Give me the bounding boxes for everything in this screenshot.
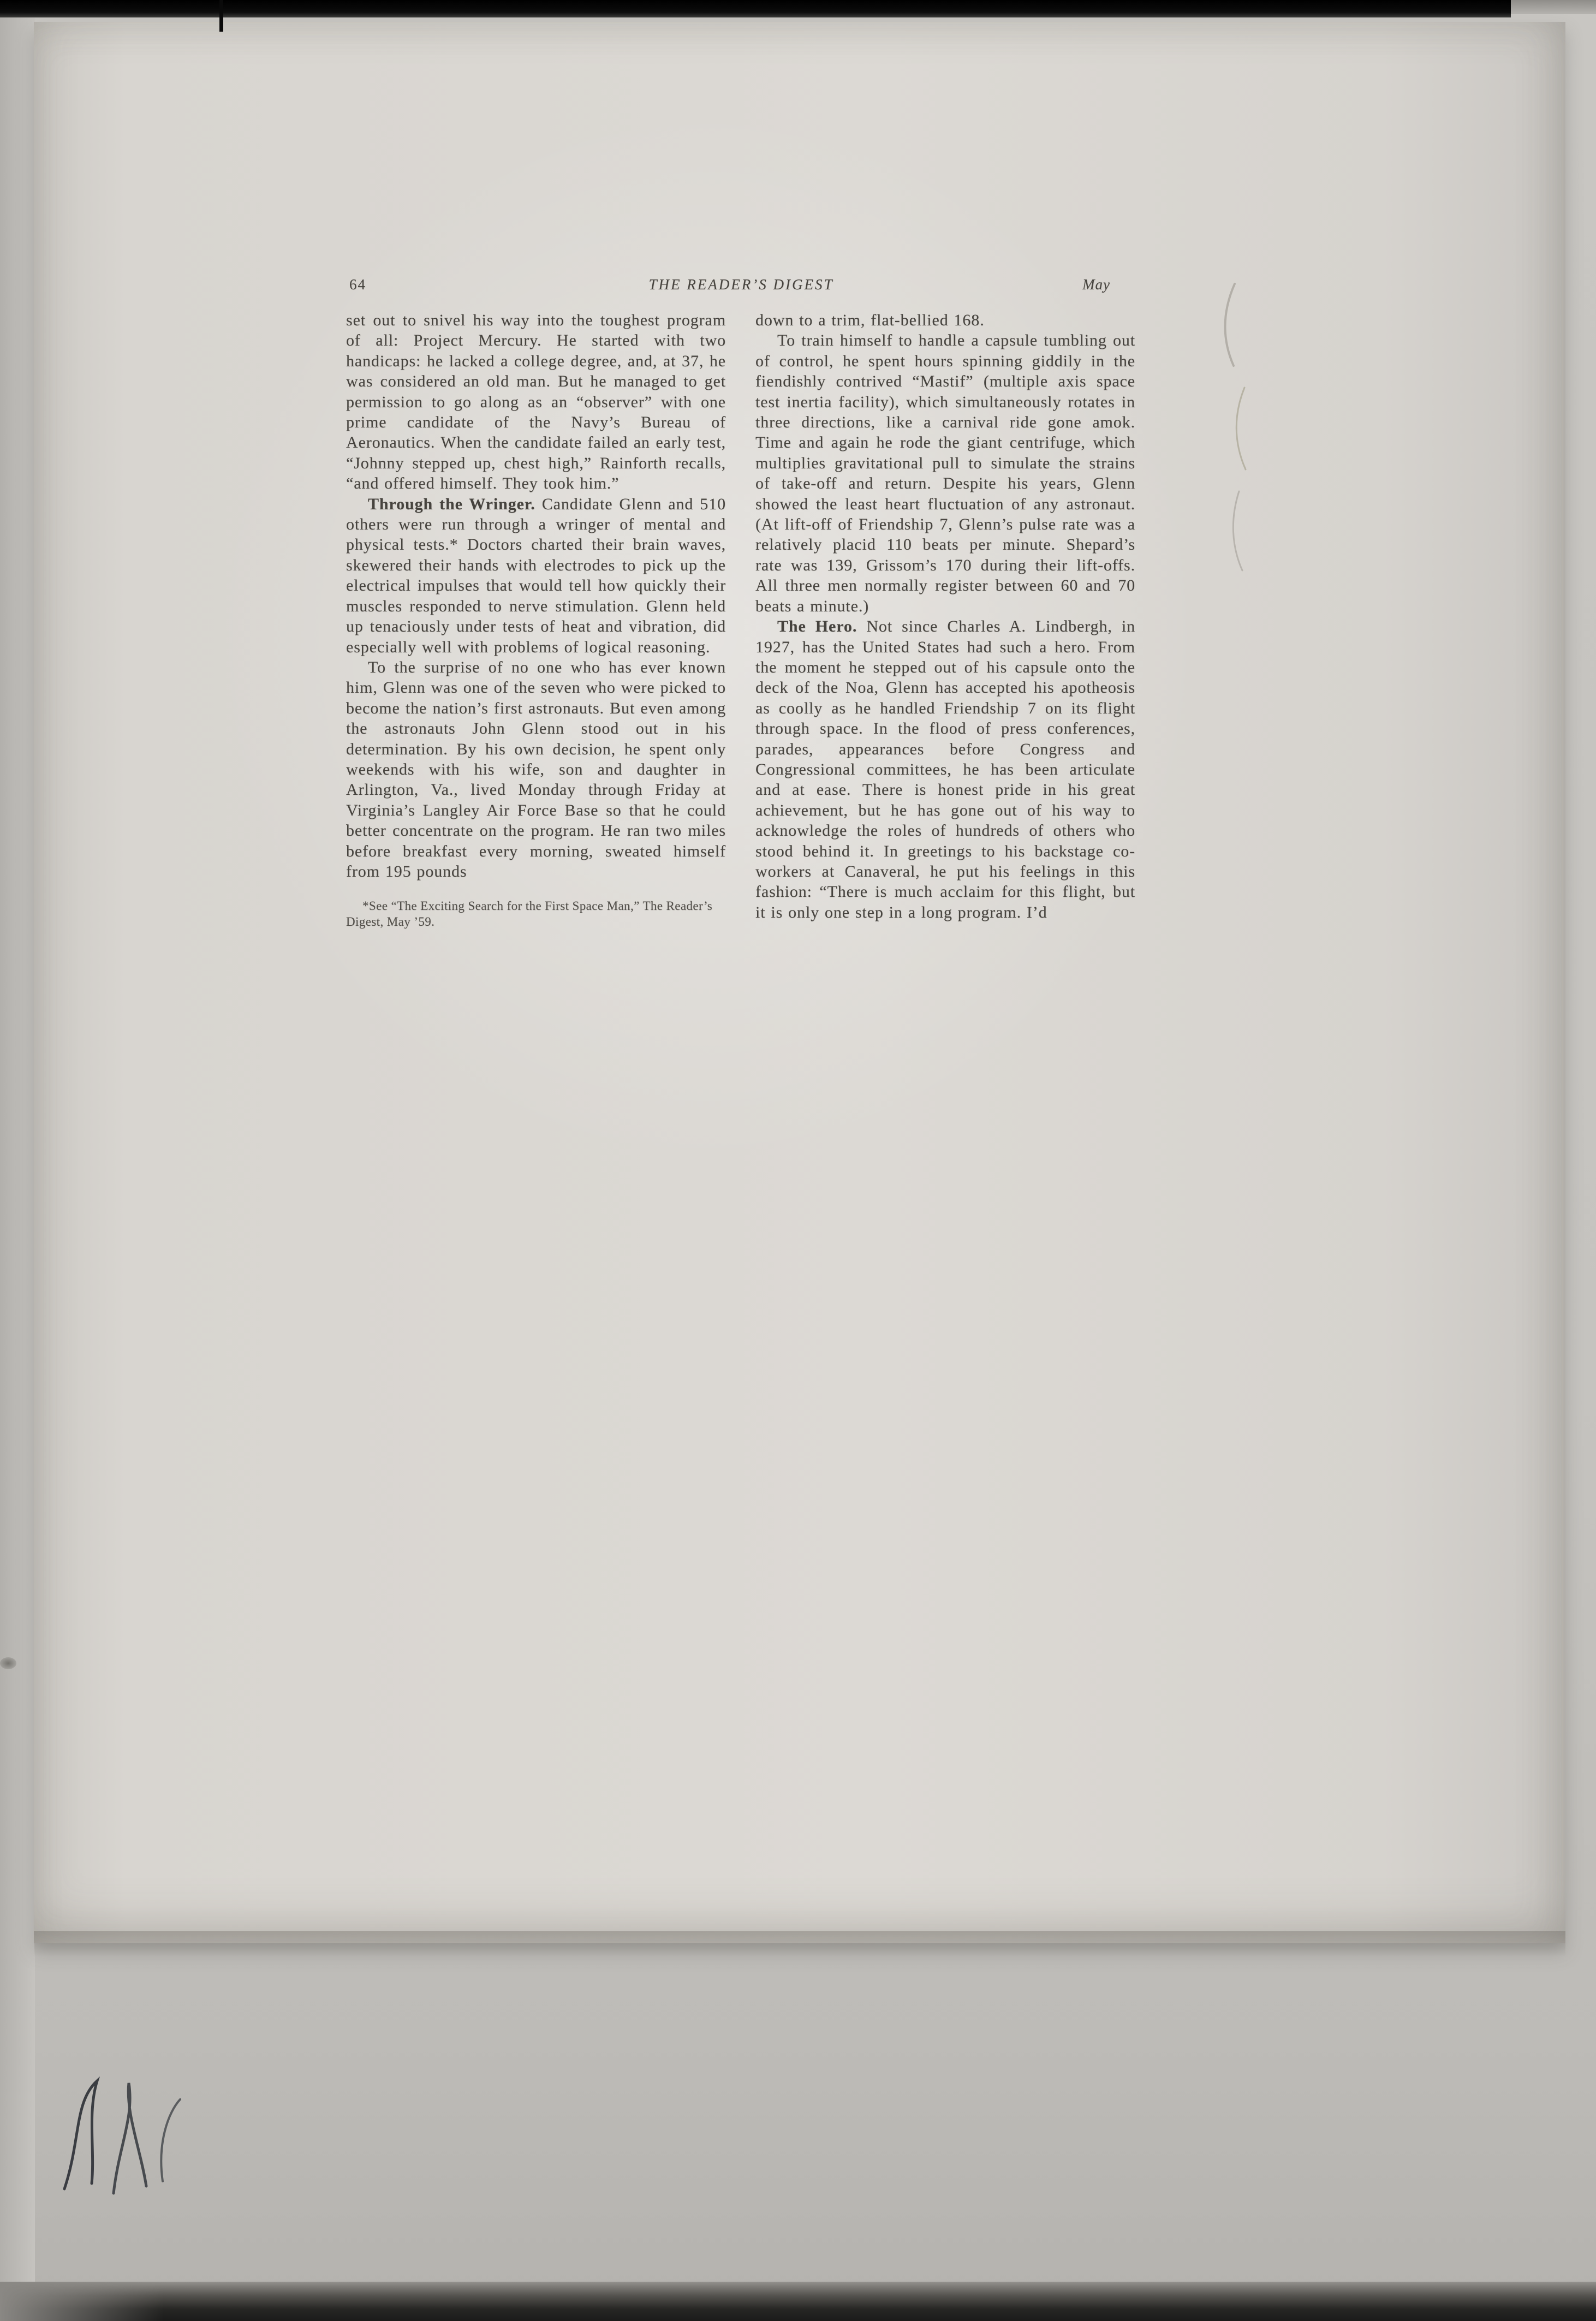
paragraph-body: Candidate Glenn and 510 others were run through a wringer of mental and physical tests.* Doctors charted their brain waves, skewered their hands with electrodes to pick up the electrical impulses that would tell how quickly their muscles responded to nerve stimulation. Glenn held up tenaciously under tests of heat and vibration, did especially well with problems of logical reasoning. bbox=[346, 495, 726, 656]
two-column-layout bbox=[346, 310, 1136, 930]
paragraph-body: Not since Charles A. Lindbergh, in 1927, has the United States had such a hero. From the moment he stepped out of his capsule onto the deck of the Noa, Glenn has accepted his apotheosis as coolly as he handled Friendship 7 on its flight through space. In the flood of press conferences, parades, appearances before Congress and Congressional committees, he has been articulate and at ease. There is honest pride in his great achievement, but he has gone out of his way to acknowledge the roles of hundreds of others who stood behind it. In greetings to his backstage co-workers at Canaveral, he put his feelings in this fashion: “There is much acclaim for this flight, but it is only one step in a long program. I’d bbox=[755, 617, 1135, 921]
pen-scribble-marks bbox=[49, 2047, 224, 2205]
paragraph-continuation: down to a trim, flat-bellied 168. bbox=[755, 311, 985, 329]
runin-heading: The Hero. bbox=[777, 617, 857, 636]
scan-bottom-edge bbox=[0, 2282, 1596, 2321]
issue-month: May bbox=[1082, 276, 1110, 293]
paragraph-through-the-wringer bbox=[346, 494, 726, 657]
printed-text-block bbox=[346, 274, 1136, 930]
paragraph-continuation: set out to snivel his way into the toughest program of all: Project Mercury. He started with two handicaps: he lacked a college degree, and, at 37, he was considered an old man. But he managed to get permission to go along as an “observer” with one prime candidate of the Navy’s Bureau of Aeronautics. When the candidate failed an early test, “Johnny stepped up, chest high,” Rainforth recalls, “and offered himself. They took him.” bbox=[346, 311, 726, 493]
scan-top-right-gap bbox=[1511, 0, 1596, 14]
page-number: 64 bbox=[349, 276, 366, 293]
scan-left-edge-shade bbox=[0, 17, 35, 2283]
running-head bbox=[346, 274, 1136, 297]
scan-top-edge bbox=[0, 0, 1511, 17]
footnote-reference: *See “The Exciting Search for the First Space Man,” The Reader’s Digest, May ’59. bbox=[346, 899, 713, 929]
paragraph-the-hero bbox=[755, 616, 1135, 923]
magazine-paper-sheet bbox=[34, 22, 1565, 1943]
paragraph-astronaut-selection: To the surprise of no one who has ever known him, Glenn was one of the seven who were picked to become the nation’s first astronauts. But even among the astronauts John Glenn stood out in his determination. By his own decision, he spent only weekends with his wife, son and daughter in Arlington, Va., lived Monday through Friday at Virginia’s Langley Air Force Base so that he could better concentrate on the program. He ran two miles before breakfast every morning, sweated himself from 195 pounds bbox=[346, 658, 726, 880]
scan-edge-speck bbox=[0, 1657, 16, 1669]
right-column bbox=[755, 310, 1135, 930]
paper-bottom-edge-shadow bbox=[34, 1931, 1565, 1956]
faint-margin-marks bbox=[1206, 273, 1283, 579]
runin-heading: Through the Wringer. bbox=[368, 495, 535, 513]
scan-bottom-left-fade bbox=[0, 2282, 164, 2321]
publication-title: THE READER’S DIGEST bbox=[648, 276, 834, 293]
scan-top-tick-mark bbox=[219, 0, 223, 32]
paragraph-training: To train himself to handle a capsule tumbling out of control, he spent hours spinning giddily in the fiendishly contrived “Mastif” (multiple axis space test inertia facility), which simultaneously rotates in three directions, like a carnival ride gone amok. Time and again he rode the giant centrifuge, which multiplies gravitational pull to simulate the strains of take-off and return. Despite his years, Glenn showed the least heart fluctuation of any astronaut. (At lift-off of Friendship 7, Glenn’s pulse rate was a relatively placid 110 beats per minute. Shepard’s rate was 139, Grissom’s 170 during their lift-offs. All three men normally register between 60 and 70 beats a minute.) bbox=[755, 331, 1135, 615]
left-column bbox=[346, 310, 726, 930]
